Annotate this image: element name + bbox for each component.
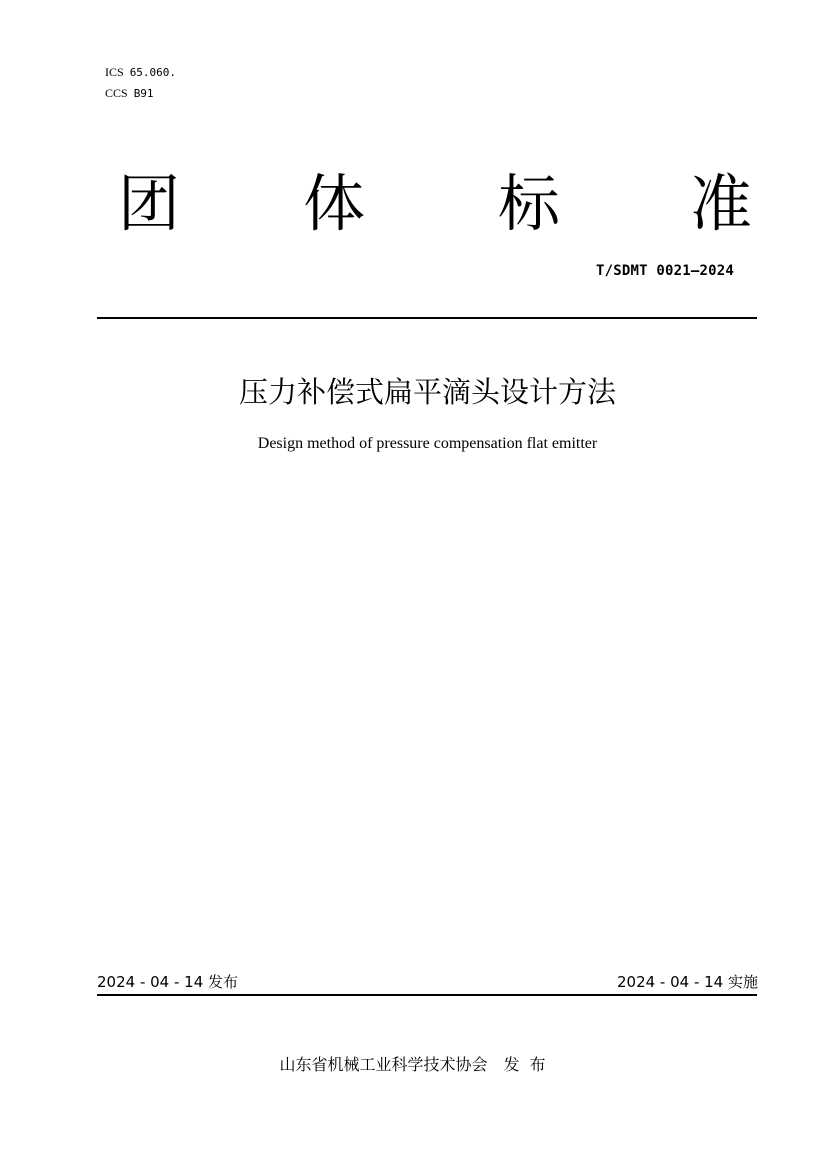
publish-action: 发布 [503, 1055, 556, 1074]
ics-code: 65.060. [129, 66, 177, 79]
implementation-date: 2024 - 04 - 14 实施 [616, 973, 758, 991]
ccs-label: CCS [105, 86, 128, 100]
ics-label: ICS [105, 65, 124, 79]
publisher-name: 山东省机械工业科学技术协会 [279, 1055, 488, 1074]
publisher-line [0, 1054, 815, 1076]
top-divider [97, 317, 757, 319]
title-char-1: 团 [118, 167, 181, 240]
english-title: Design method of pressure compensation flat emitter [257, 435, 598, 452]
ccs-line [105, 86, 154, 101]
title-char-4: 准 [690, 167, 753, 240]
title-char-2: 体 [303, 167, 366, 240]
ccs-code: B91 [133, 87, 154, 100]
document-type-title [98, 168, 758, 248]
title-char-3: 标 [498, 167, 561, 240]
standard-number: T/SDMT 0021—2024 [595, 263, 734, 279]
bottom-divider [97, 994, 757, 996]
issue-date: 2024 - 04 - 14 发布 [97, 973, 239, 991]
chinese-title: 压力补偿式扁平滴头设计方法 [238, 375, 616, 409]
ics-line [105, 65, 176, 80]
